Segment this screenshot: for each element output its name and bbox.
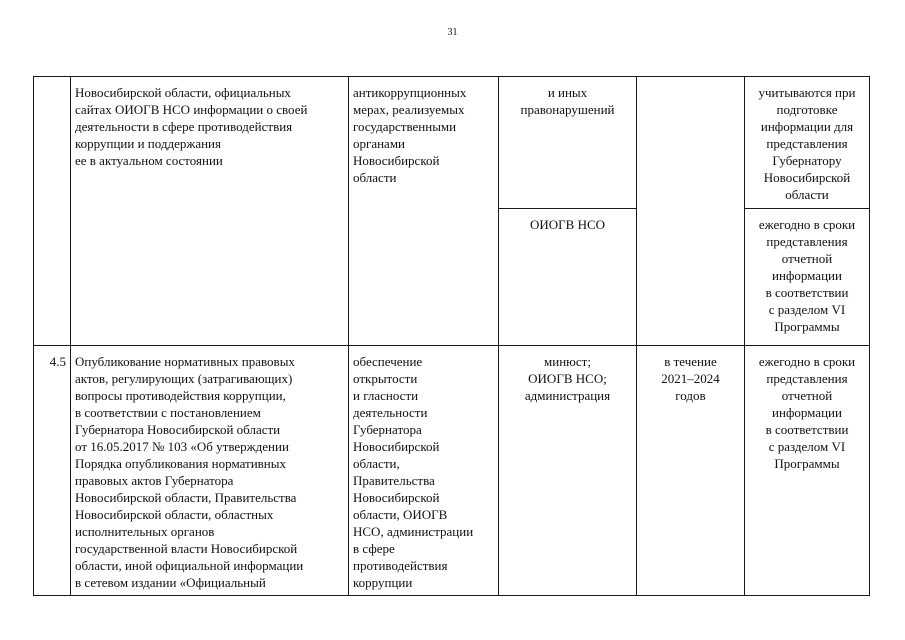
term-cell: в течение 2021–2024 годов	[637, 346, 745, 596]
goal-cell: обеспечение открытости и гласности деятельности Губернатора Новосибирской области, Правительства Новосибирской области, ОИОГВ НСО, администрации в сфере противодействия коррупции	[349, 346, 499, 596]
event-cell: Опубликование нормативных правовых актов, регулирующих (затрагивающих) вопросы противодействия коррупции, в соответствии с постановлением Губернатора Новосибирской области от 16.05.2017 № 103 «Об утверждении Порядка опубликования нормативных правовых актов Губернатора Новосибирской области, Правительства Новосибирской области, областных исполнительных органов государственной власти Новосибирской области, иной официальной информации в сетевом издании «Официальный	[71, 346, 349, 596]
result-cell: ежегодно в сроки представления отчетной информации в соответствии с разделом VI Программы	[745, 346, 870, 596]
measures-table	[33, 76, 870, 596]
table-row	[34, 346, 870, 596]
executor-cell: и иных правонарушений	[499, 77, 637, 209]
event-cell: Новосибирской области, официальных сайтах ОИОГВ НСО информации о своей деятельности в сфере противодействия коррупции и поддержания ее в актуальном состоянии	[71, 77, 349, 346]
executor-cell: минюст; ОИОГВ НСО; администрация	[499, 346, 637, 596]
term-cell	[637, 77, 745, 346]
executor-cell: ОИОГВ НСО	[499, 209, 637, 346]
item-number-cell: 4.5	[34, 346, 71, 596]
result-cell: ежегодно в сроки представления отчетной информации в соответствии с разделом VI Программы	[745, 209, 870, 346]
page-number: 31	[447, 27, 458, 38]
result-cell: учитываются при подготовке информации для представления Губернатору Новосибирской области	[745, 77, 870, 209]
goal-cell: антикоррупционных мерах, реализуемых государственными органами Новосибирской области	[349, 77, 499, 346]
table-row	[34, 77, 870, 209]
item-number-cell	[34, 77, 71, 346]
